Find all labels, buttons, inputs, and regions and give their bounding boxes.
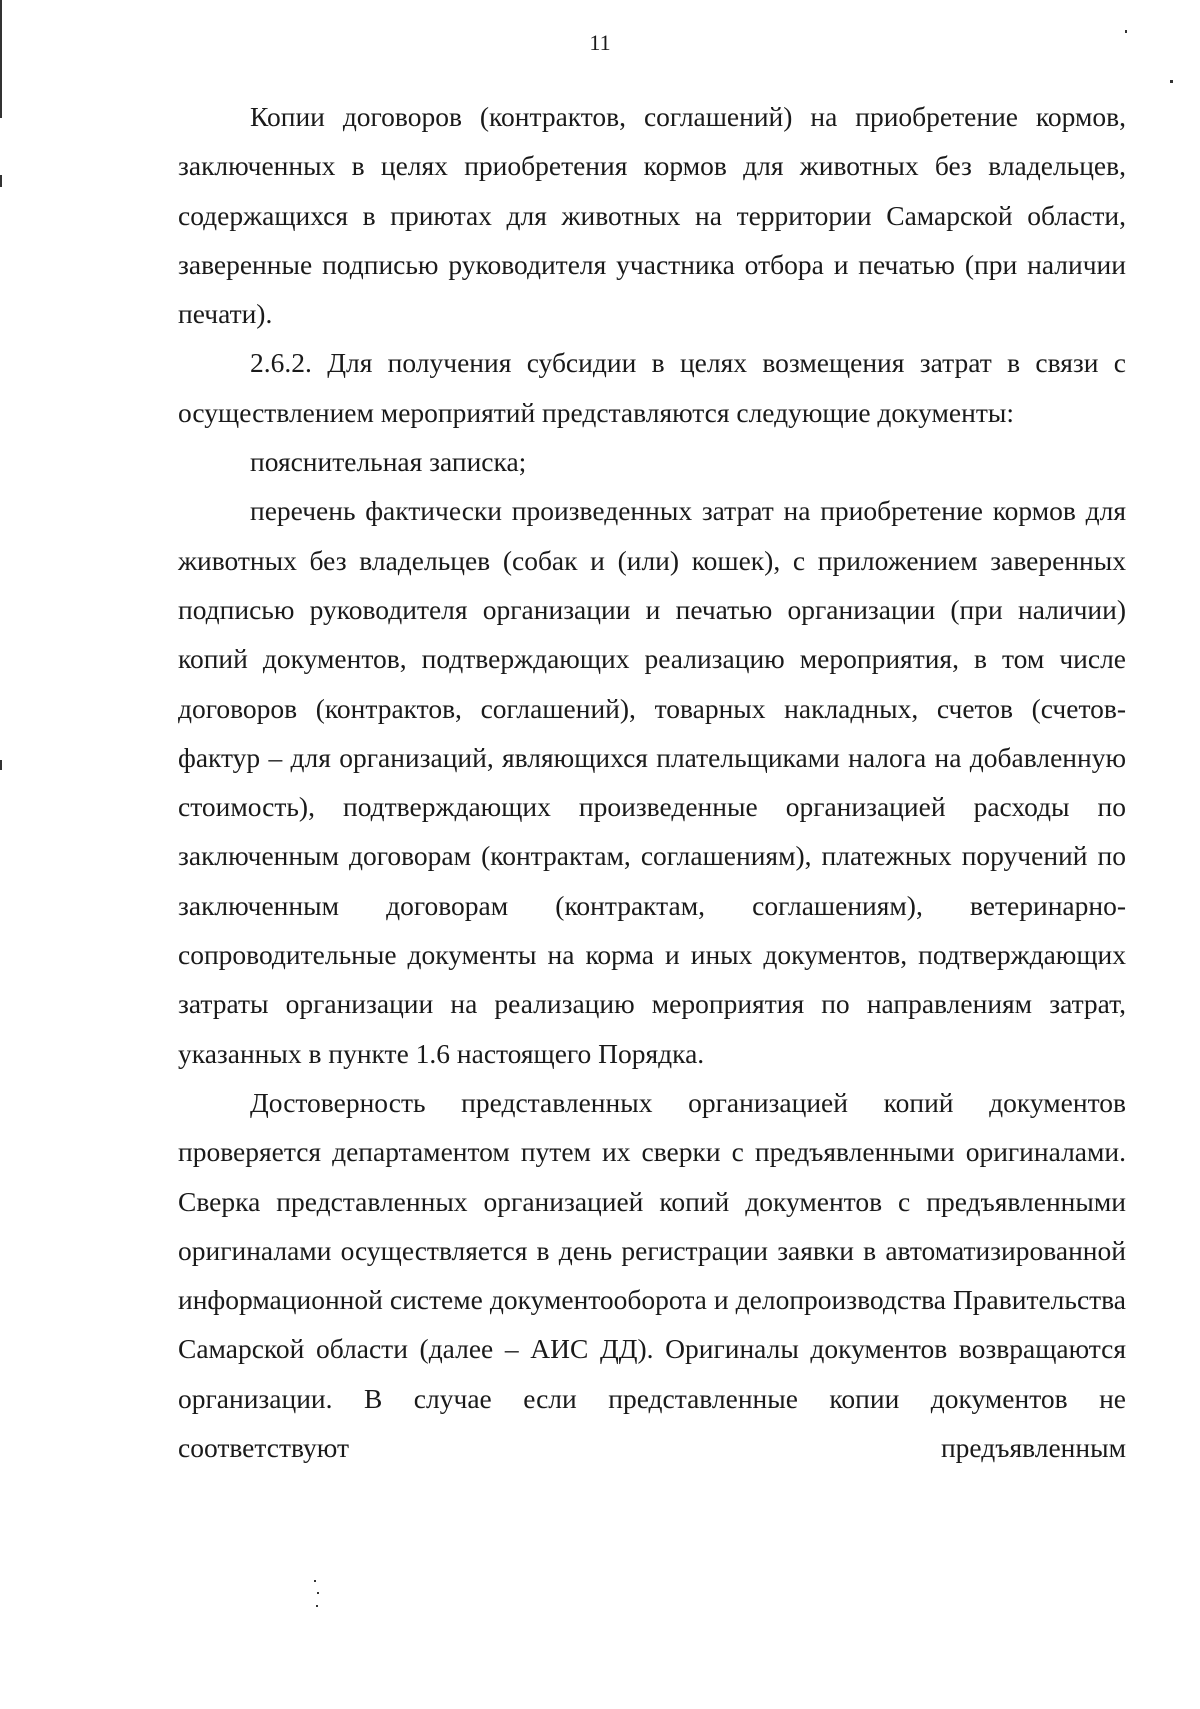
paragraph-2-6-2: 2.6.2. Для получения субсидии в целях возмещения затрат в связи с осуществлением мероприятий представляются следующие документы: — [178, 347, 1126, 428]
scan-dot — [1170, 80, 1173, 83]
scan-dot — [1125, 30, 1127, 33]
paragraph-explanatory-note: пояснительная записка; — [250, 446, 527, 478]
paragraph-feed-contracts: Копии договоров (контрактов, соглашений) на приобретение кормов, заключенных в целях приобретения кормов для животных без владельцев, содержащихся в приютах для животных на территории Самарской области, заверенные подписью руководителя участника отбора и печатью (при наличии печати). — [178, 101, 1126, 330]
paragraph-expenses-list: перечень фактически произведенных затрат на приобретение кормов для животных без владельцев (собак и (или) кошек), с приложением заверенных подписью руководителя организации и печатью организации (при наличии) копий документов, подтверждающих реализацию мероприятия, в том числе договоров (контрактов, соглашений), товарных накладных, счетов (счетов-фактур – для организаций, являющихся плательщиками налога на добавленную стоимость), подтверждающих произведенные организацией расходы по заключенным договорам (контрактам, соглашениям), платежных поручений по заключенным договорам (контрактам, соглашениям), ветеринарно-сопроводительные документы на корма и иных документов, подтверждающих затраты организации на реализацию мероприятия по направлениям затрат, указанных в пункте 1.6 настоящего Порядка. — [178, 495, 1126, 1069]
scan-edge-mark — [0, 760, 2, 770]
scan-dot — [314, 1580, 316, 1582]
scan-edge-mark — [0, 0, 2, 118]
document-body — [178, 92, 1126, 1472]
scan-dot — [316, 1605, 318, 1607]
paragraph-verification: Достоверность представленных организацией копий документов проверяется департаментом путем их сверки с предъявленными оригиналами. Сверка представленных организацией копий документов с предъявленными оригиналами осуществляется в день регистрации заявки в автоматизированной информационной системе документооборота и делопроизводства Правительства Самарской области (далее – АИС ДД). Оригиналы документов возвращаются организации. В случае если представленные копии документов не соответствуют предъявленным — [178, 1086, 1126, 1464]
scan-edge-mark — [0, 175, 2, 187]
page-number: 11 — [589, 30, 611, 55]
scan-dot — [317, 1592, 319, 1594]
